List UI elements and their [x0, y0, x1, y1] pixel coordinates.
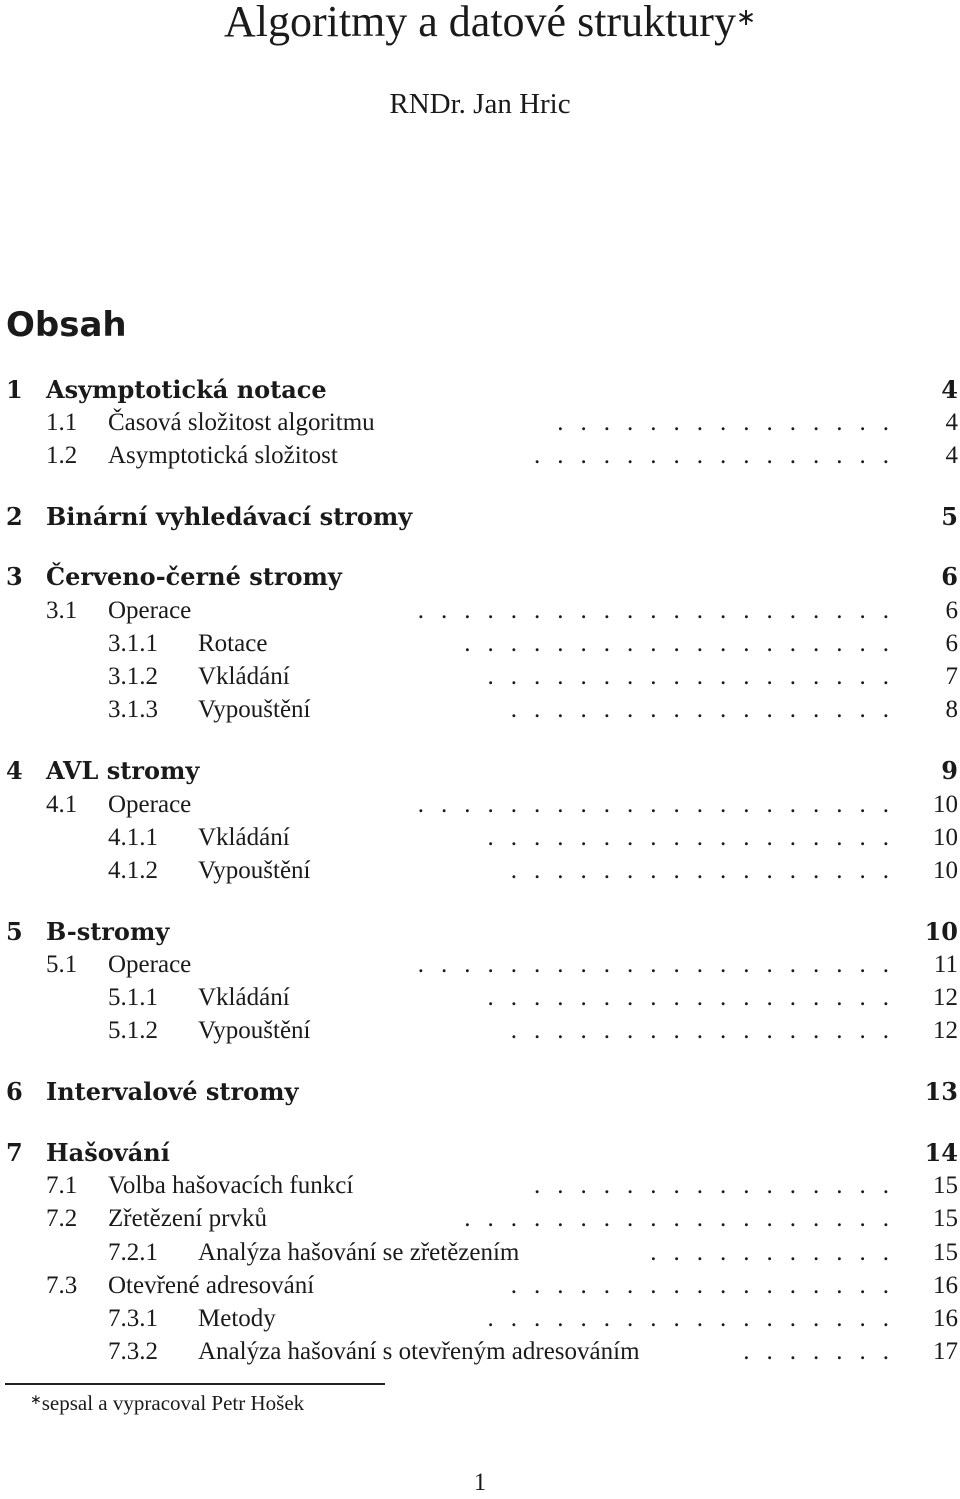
toc-dot-leader: .....................: [417, 597, 906, 624]
toc-entry: [0, 1138, 958, 1172]
toc-entry-number: 4.1.2: [108, 857, 158, 884]
toc-entry: [0, 1238, 958, 1272]
toc-entry-label: AVL stromy: [46, 756, 200, 785]
toc-entry-label: Hašování: [46, 1138, 170, 1167]
toc-entry-label: Volba hašovacích funkcí: [108, 1172, 354, 1199]
footnote: [30, 1391, 304, 1415]
toc-heading: Obsah: [6, 305, 127, 345]
toc-entry-number: 1.2: [46, 442, 78, 469]
footnote-mark: ∗: [30, 1393, 42, 1408]
toc-entry-page: 15: [933, 1172, 958, 1199]
toc-entry-page: 15: [933, 1239, 958, 1266]
toc-entry: [0, 562, 958, 596]
toc-entry-label: Operace: [108, 951, 192, 978]
toc-entry-label: Vkládání: [198, 824, 290, 851]
toc-entry-label: Operace: [108, 597, 192, 624]
toc-entry-number: 5.1.1: [108, 984, 158, 1011]
toc-entry-label: Časová složitost algoritmu: [108, 409, 375, 436]
toc-entry-page: 8: [945, 696, 958, 723]
toc-entry-label: Metody: [198, 1305, 276, 1332]
toc-entry: [0, 695, 958, 729]
toc-dot-leader: ................: [534, 442, 906, 469]
toc-entry-number: 7: [6, 1138, 23, 1167]
toc-entry-page: 9: [941, 756, 958, 785]
toc-entry-number: 5.1: [46, 951, 78, 978]
toc-entry-number: 3.1.3: [108, 696, 158, 723]
toc-entry-label: B-stromy: [46, 917, 170, 946]
toc-entry: [0, 1171, 958, 1205]
toc-entry-number: 7.1: [46, 1172, 78, 1199]
toc-dot-leader: ...............: [557, 409, 906, 436]
toc-entry-label: Rotace: [198, 630, 268, 657]
toc-entry: [0, 790, 958, 824]
toc-entry-page: 7: [945, 663, 958, 690]
toc-entry-label: Intervalové stromy: [46, 1077, 299, 1106]
toc-entry-number: 7.2: [46, 1205, 78, 1232]
footnote-rule: [5, 1383, 385, 1385]
toc-entry-number: 4.1.1: [108, 824, 158, 851]
toc-entry-page: 6: [945, 630, 958, 657]
footnote-text: sepsal a vypracoval Petr Hošek: [41, 1391, 305, 1415]
toc-entry-number: 1: [6, 375, 23, 404]
toc-dot-leader: ..................: [487, 984, 906, 1011]
toc-entry-page: 11: [933, 951, 958, 978]
page-number: 1: [473, 1469, 487, 1496]
toc-entry-page: 5: [941, 502, 958, 531]
toc-dot-leader: ...........: [650, 1239, 906, 1266]
toc-entry-label: Analýza hašování s otevřeným adresováním: [198, 1338, 640, 1365]
toc-entry-number: 7.2.1: [108, 1239, 158, 1266]
toc-dot-leader: .....................: [417, 791, 906, 818]
toc-entry-number: 4.1: [46, 791, 78, 818]
toc-entry-label: Zřetězení prvků: [108, 1205, 267, 1232]
toc-entry-page: 10: [933, 824, 958, 851]
toc-dot-leader: ...................: [464, 630, 906, 657]
toc-entry-page: 6: [941, 562, 958, 591]
toc-entry-label: Asymptotická složitost: [108, 442, 338, 469]
toc-dot-leader: .................: [510, 1272, 906, 1299]
toc-dot-leader: ..................: [487, 1305, 906, 1332]
toc-entry-number: 7.3.1: [108, 1305, 158, 1332]
toc-entry-label: Analýza hašování se zřetězením: [198, 1239, 520, 1266]
toc-entry-number: 6: [6, 1077, 23, 1106]
toc-entry-page: 14: [924, 1138, 958, 1167]
document-author: RNDr. Jan Hric: [389, 88, 571, 120]
toc-dot-leader: .................: [510, 1017, 906, 1044]
toc-entry: [0, 756, 958, 790]
toc-dot-leader: ................: [534, 1172, 906, 1199]
toc-entry: [0, 502, 958, 536]
toc-dot-leader: .................: [510, 857, 906, 884]
toc-entry: [0, 629, 958, 663]
toc-entry: [0, 983, 958, 1017]
toc-entry-page: 6: [945, 597, 958, 624]
toc-entry: [0, 1077, 958, 1111]
toc-entry-page: 4: [941, 375, 958, 404]
toc-entry: [0, 375, 958, 409]
toc-entry-label: Vypouštění: [198, 696, 311, 723]
toc-entry-page: 16: [933, 1272, 958, 1299]
toc-entry: [0, 1204, 958, 1238]
toc-entry-page: 17: [933, 1338, 958, 1365]
toc-dot-leader: .....................: [417, 951, 906, 978]
toc-entry: [0, 408, 958, 442]
toc-dot-leader: .......: [743, 1338, 906, 1365]
toc-entry-page: 4: [945, 409, 958, 436]
toc-entry-number: 3: [6, 562, 23, 591]
toc-entry: [0, 441, 958, 475]
toc-entry-label: Vkládání: [198, 663, 290, 690]
toc-dot-leader: ..................: [487, 824, 906, 851]
toc-entry: [0, 1271, 958, 1305]
toc-dot-leader: ...................: [464, 1205, 906, 1232]
toc-entry: [0, 950, 958, 984]
toc-entry-label: Operace: [108, 791, 192, 818]
toc-entry: [0, 823, 958, 857]
toc-entry-label: Asymptotická notace: [46, 375, 327, 404]
toc-entry-number: 2: [6, 502, 23, 531]
toc-entry-number: 3.1: [46, 597, 78, 624]
toc-entry-number: 5: [6, 917, 23, 946]
toc-entry-number: 7.3.2: [108, 1338, 158, 1365]
toc-entry-page: 16: [933, 1305, 958, 1332]
toc-entry-label: Binární vyhledávací stromy: [46, 502, 413, 531]
toc-entry: [0, 596, 958, 630]
toc-entry-page: 12: [933, 984, 958, 1011]
toc-entry-number: 7.3: [46, 1272, 78, 1299]
toc-entry: [0, 917, 958, 951]
toc-entry-page: 10: [924, 917, 958, 946]
toc-entry-label: Vypouštění: [198, 1017, 311, 1044]
toc-entry-page: 4: [945, 442, 958, 469]
toc-entry-label: Otevřené adresování: [108, 1272, 315, 1299]
title-footnote-mark: ∗: [735, 5, 757, 31]
toc-entry-label: Vypouštění: [198, 857, 311, 884]
toc-entry-page: 13: [924, 1077, 958, 1106]
toc-entry-page: 12: [933, 1017, 958, 1044]
toc-entry: [0, 1016, 958, 1050]
toc-entry: [0, 856, 958, 890]
toc-entry-number: 4: [6, 756, 23, 785]
toc-entry: [0, 1304, 958, 1338]
toc-entry-number: 3.1.1: [108, 630, 158, 657]
toc-entry-page: 10: [933, 857, 958, 884]
toc-entry-number: 1.1: [46, 409, 78, 436]
toc-dot-leader: ..................: [487, 663, 906, 690]
toc-entry-number: 3.1.2: [108, 663, 158, 690]
toc-entry-number: 5.1.2: [108, 1017, 158, 1044]
toc-entry-page: 10: [933, 791, 958, 818]
toc-dot-leader: .................: [510, 696, 906, 723]
toc-entry: [0, 1337, 958, 1371]
toc-entry-label: Vkládání: [198, 984, 290, 1011]
toc-entry: [0, 662, 958, 696]
toc-entry-page: 15: [933, 1205, 958, 1232]
document-title-text: Algoritmy a datové struktury: [223, 0, 736, 46]
toc-entry-label: Červeno-černé stromy: [46, 562, 342, 591]
